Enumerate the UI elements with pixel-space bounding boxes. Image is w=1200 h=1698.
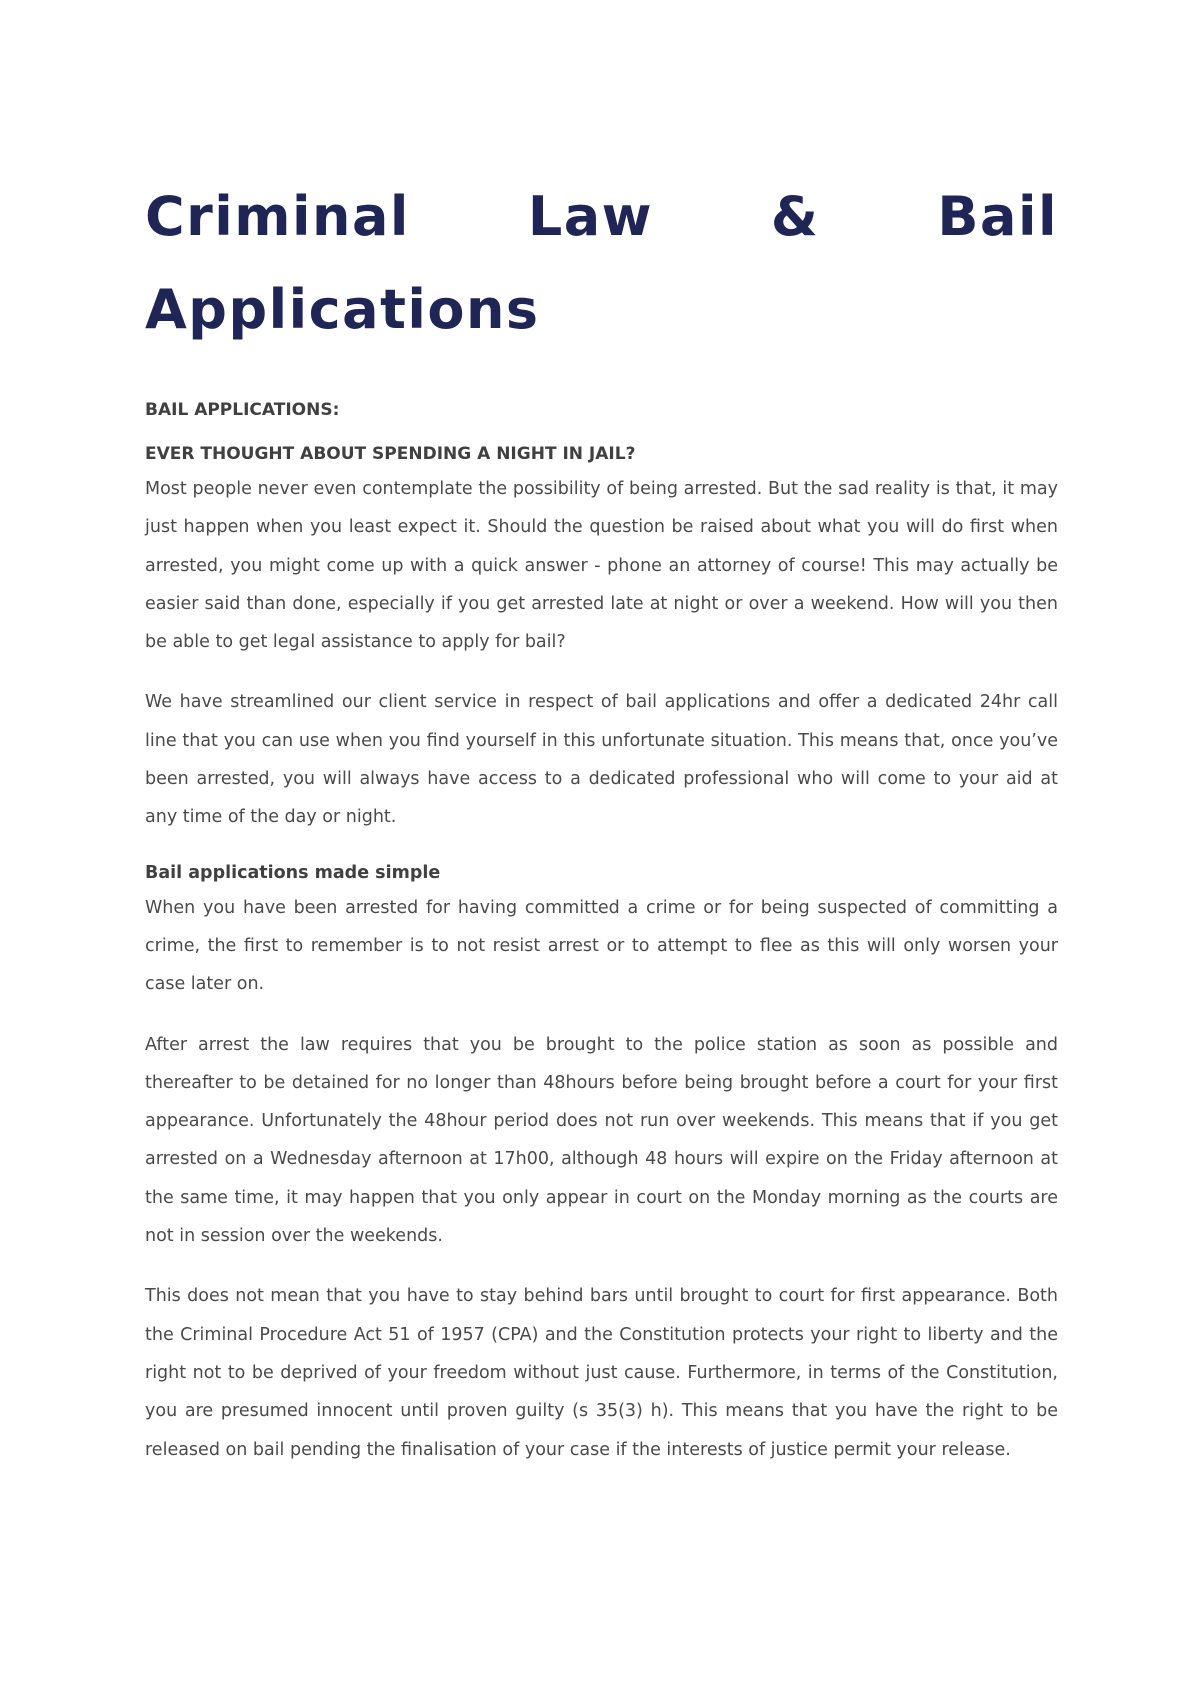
title-line-2: Applications [145,278,540,341]
title-word: Law [527,185,654,248]
section-question: EVER THOUGHT ABOUT SPENDING A NIGHT IN JAIL? [145,444,636,464]
subheading: Bail applications made simple [145,862,441,883]
title-word: Criminal [145,185,410,248]
page-title [145,170,1058,356]
title-line-1 [145,170,1058,263]
body-paragraph: We have streamlined our client service in respect of bail applications and offer a dedicated 24hr call line that you can use when you find yourself in this unfortunate situation. This means that, once you’ve been arrested, you will always have access to a dedicated professional who will come to your aid at any time of the day or night. [145,692,1058,828]
title-word: Bail [937,185,1058,248]
body-paragraph: Most people never even contemplate the possibility of being arrested. But the sad reality is that, it may just happen when you least expect it. Should the question be raised about what you will do first when arrested, you might come up with a quick answer - phone an attorney of course! This may actually be easier said than done, especially if you get arrested late at night or over a weekend. How will you then be able to get legal assistance to apply for bail? [145,479,1058,653]
body-paragraph: After arrest the law requires that you be brought to the police station as soon as possible and thereafter to be detained for no longer than 48hours before being brought before a court for your first appearance. Unfortunately the 48hour period does not run over weekends. This means that if you get arrested on a Wednesday afternoon at 17h00, although 48 hours will expire on the Friday afternoon at the same time, it may happen that you only appear in court on the Monday morning as the courts are not in session over the weekends. [145,1034,1058,1247]
document-page [145,170,1058,1469]
body-paragraph: This does not mean that you have to stay behind bars until brought to court for first appearance. Both the Criminal Procedure Act 51 of 1957 (CPA) and the Constitution protects your right to liberty and the right not to be deprived of your freedom without just cause. Furthermore, in terms of the Constitution, you are presumed innocent until proven guilty (s 35(3) h). This means that you have the right to be released on bail pending the finalisation of your case if the interests of justice permit your release. [145,1286,1058,1460]
section-label: BAIL APPLICATIONS: [145,400,340,420]
title-word: & [770,185,820,248]
body-paragraph: When you have been arrested for having committed a crime or for being suspected of committing a crime, the first to remember is to not resist arrest or to attempt to flee as this will only worsen your case later on. [145,897,1058,995]
